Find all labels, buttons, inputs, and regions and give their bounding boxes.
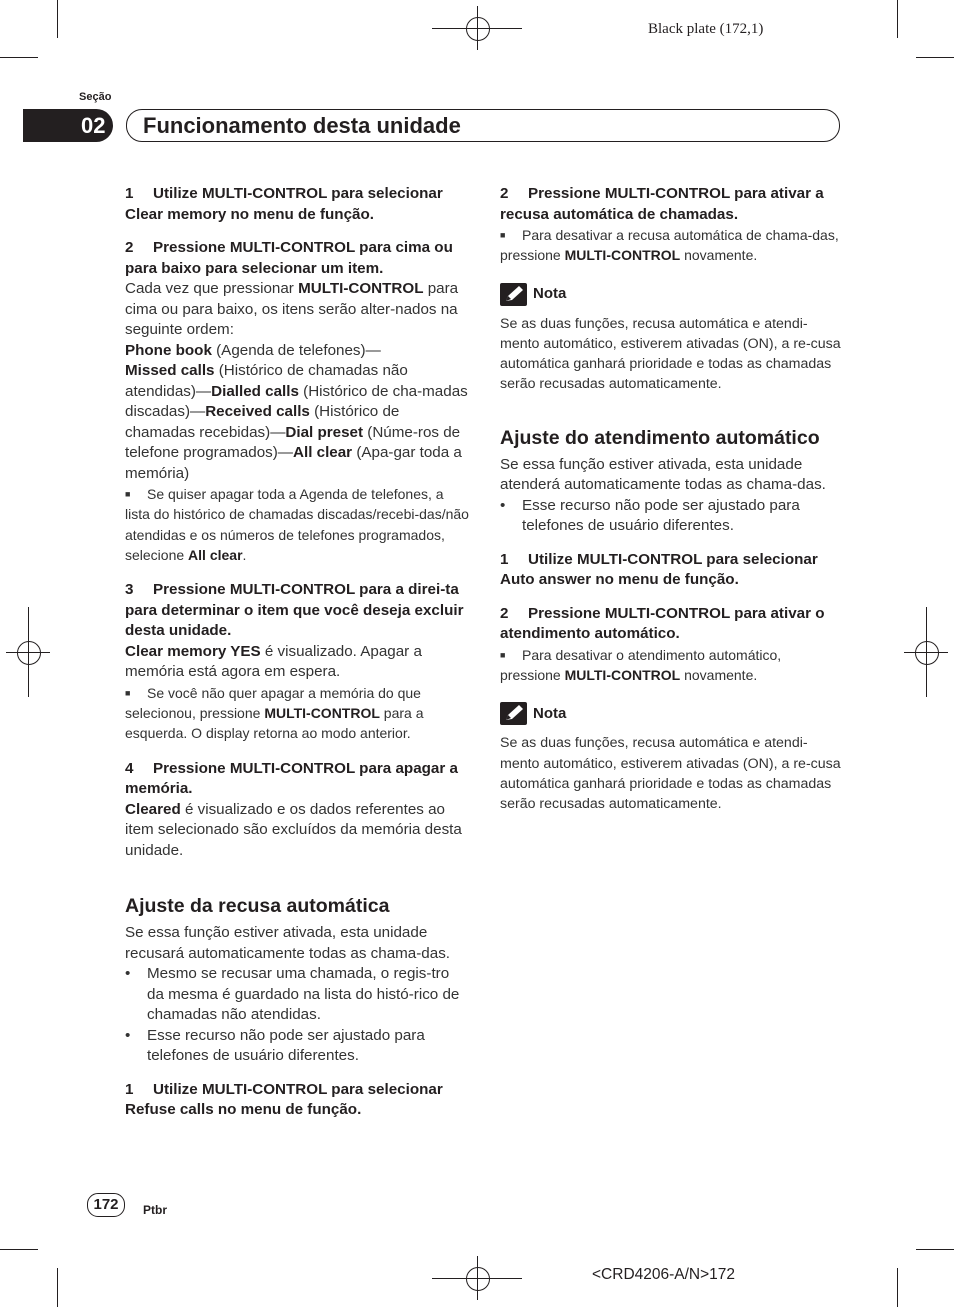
document-code: <CRD4206-A/N>172 [592, 1266, 736, 1283]
square-bullet-icon: ■ [125, 489, 131, 499]
square-bullet-icon: ■ [500, 649, 506, 660]
square-bullet-icon: ■ [500, 230, 506, 240]
note-text-2: Se as duas funções, recusa automática e atendi-mento automático, estiverem ativadas (ON), a re-cusa automática ganhará prioridade e todas as chamadas serão recusadas automaticamente. [500, 735, 841, 813]
right-column [500, 184, 844, 815]
refuse-bullet-2: • Esse recurso não pode ser ajustado para telefones de usuário diferentes. [125, 1026, 425, 1065]
note-text-1: Se as duas funções, recusa automática e atendi-mento automático, estiverem ativadas (ON), a re-cusa automática ganhará prioridade e todas as chamadas serão recusadas automaticamente. [500, 315, 841, 393]
step-4: 4 Pressione MULTI-CONTROL para apagar a memória. [125, 759, 458, 798]
answer-step-1: 1 Utilize MULTI-CONTROL para selecionar Auto answer no menu de função. [500, 550, 818, 589]
answer-bullet-1: • Esse recurso não pode ser ajustado para telefones de usuário diferentes. [500, 496, 800, 535]
answer-step-2: 2 Pressione MULTI-CONTROL para ativar o atendimento automático. [500, 604, 825, 643]
section-title: Funcionamento desta unidade [126, 109, 840, 142]
refuse-step-2-note: ■ Para desativar a recusa automática de chama-das, pressione MULTI-CONTROL novamente. [500, 227, 839, 264]
section-label: Seção [79, 91, 112, 103]
step-4-body: Cleared é visualizado e os dados referentes ao item selecionado são excluídos da memória desta unidade. [125, 800, 462, 859]
note-header-1: Nota [500, 283, 844, 306]
step-2-body: Cada vez que pressionar MULTI-CONTROL para cima ou para baixo, os itens serão alter-nados na seguinte ordem: [125, 280, 459, 338]
note-cancel: ■ Se você não quer apagar a memória do que selecionou, pressione MULTI-CONTROL para a esquerda. O display retorna ao modo anterior. [125, 684, 424, 742]
answer-step-2-note: ■ Para desativar o atendimento automático, pressione MULTI-CONTROL novamente. [500, 646, 782, 684]
step-3: 3 Pressione MULTI-CONTROL para a direi-ta para determinar o item que você deseja excluir desta unidade. [125, 581, 464, 640]
bullet-dot-icon: • [125, 965, 131, 983]
pencil-note-icon [500, 283, 527, 306]
note-all-clear: ■ Se quiser apagar toda a Agenda de telefones, a lista do histórico de chamadas discadas/recebi-das/não atendidas e os números de telefones programados, selecione All clear. [125, 486, 469, 563]
refuse-intro: Se essa função estiver ativada, esta unidade recusará automaticamente todas as chama-das. [125, 924, 451, 962]
step-1: 1 Utilize MULTI-CONTROL para selecionar Clear memory no menu de função. [125, 185, 443, 223]
step-2: 2 Pressione MULTI-CONTROL para cima ou para baixo para selecionar um item. [125, 239, 453, 277]
refuse-step-1: 1 Utilize MULTI-CONTROL para selecionar Refuse calls no menu de função. [125, 1080, 443, 1119]
page-number: 172 [87, 1193, 125, 1217]
note-header-2: Nota [500, 702, 844, 725]
refuse-step-2: 2 Pressione MULTI-CONTROL para ativar a recusa automática de chamadas. [500, 185, 824, 223]
heading-refuse: Ajuste da recusa automática [125, 895, 390, 918]
step-3-body: Clear memory YES é visualizado. Apagar a memória está agora em espera. [125, 642, 422, 681]
left-column [125, 184, 469, 1121]
plate-label: Black plate (172,1) [648, 21, 764, 37]
section-number: 02 [23, 109, 113, 142]
square-bullet-icon: ■ [125, 687, 131, 698]
refuse-bullet-1: • Mesmo se recusar uma chamada, o regis-tro da mesma é guardado na lista do histó-rico de chamadas não atendidas. [125, 965, 460, 1024]
language-label: Ptbr [143, 1203, 167, 1217]
heading-answer: Ajuste do atendimento automático [500, 426, 820, 449]
bullet-dot-icon: • [500, 496, 506, 514]
item-order: Phone book (Agenda de telefones)— Missed calls (Histórico de chamadas não atendidas)—Dialled calls (Histórico de cha-madas discadas)—Received calls (Histórico de chamadas recebidas)—Dial preset (Núme-ros de telefone programados)—All clear (Apa-gar toda a memória) [125, 341, 468, 482]
pencil-note-icon [500, 702, 527, 725]
answer-intro: Se essa função estiver ativada, esta unidade atenderá automaticamente todas as chama-das. [500, 455, 826, 494]
bullet-dot-icon: • [125, 1026, 131, 1044]
